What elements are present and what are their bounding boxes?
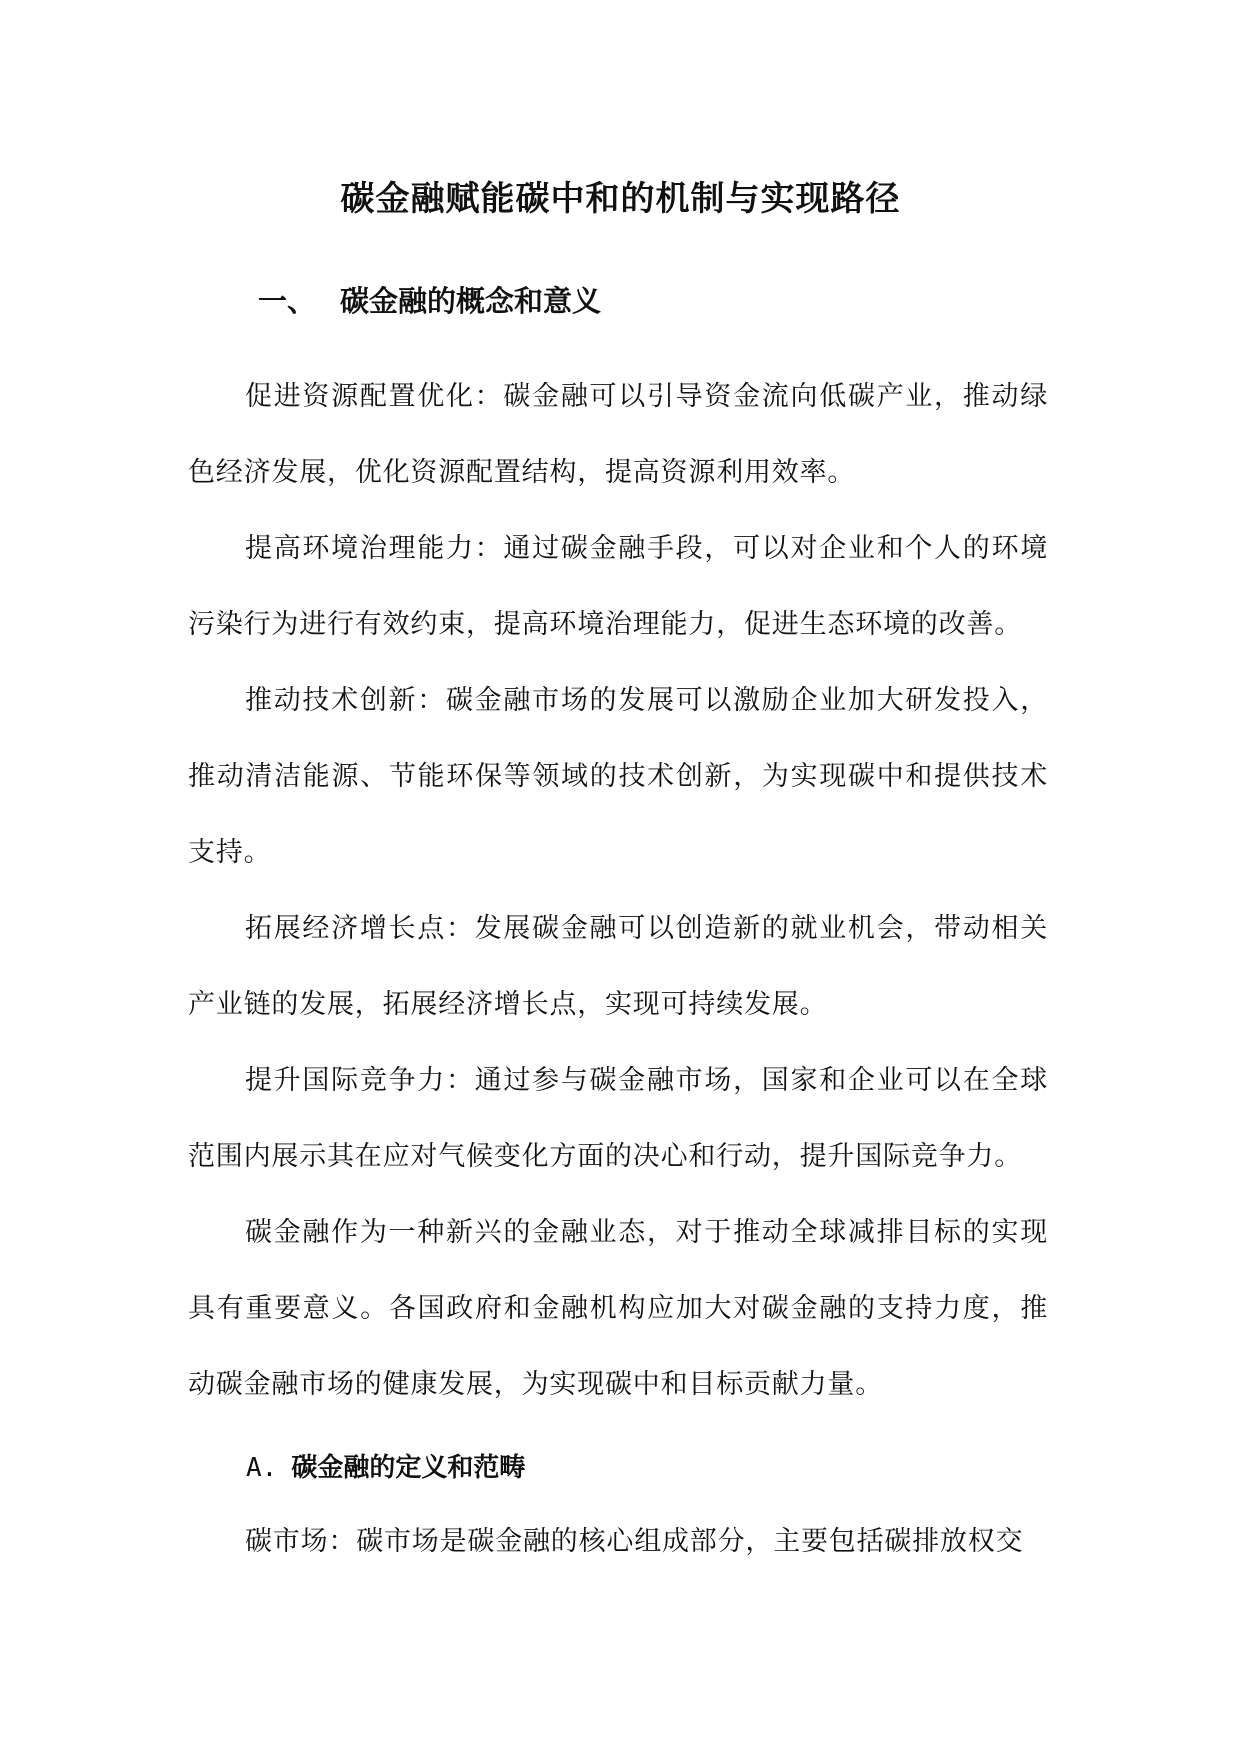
section-heading	[258, 281, 601, 321]
paragraph: 碳金融作为一种新兴的金融业态，对于推动全球减排目标的实现具有重要意义。各国政府和金融机构应加大对碳金融的支持力度，推动碳金融市场的健康发展，为实现碳中和目标贡献力量。	[188, 1217, 1048, 1400]
subsection-letter: A.	[246, 1453, 278, 1483]
paragraph: 碳市场：碳市场是碳金融的核心组成部分，主要包括碳排放权交	[245, 1526, 1024, 1557]
document-title: 碳金融赋能碳中和的机制与实现路径	[340, 178, 901, 219]
subsection-heading	[246, 1448, 525, 1488]
section-body	[188, 359, 1048, 1423]
paragraph: 提升国际竞争力：通过参与碳金融市场，国家和企业可以在全球范围内展示其在应对气候变化方面的决心和行动，提升国际竞争力。	[188, 1065, 1048, 1172]
section-number: 一、	[258, 284, 317, 318]
paragraph: 促进资源配置优化：碳金融可以引导资金流向低碳产业，推动绿色经济发展，优化资源配置结构，提高资源利用效率。	[188, 381, 1048, 488]
paragraph: 推动技术创新：碳金融市场的发展可以激励企业加大研发投入，推动清洁能源、节能环保等领域的技术创新，为实现碳中和提供技术支持。	[188, 685, 1048, 868]
paragraph: 拓展经济增长点：发展碳金融可以创造新的就业机会，带动相关产业链的发展，拓展经济增长点，实现可持续发展。	[188, 913, 1048, 1020]
paragraph: 提高环境治理能力：通过碳金融手段，可以对企业和个人的环境污染行为进行有效约束，提高环境治理能力，促进生态环境的改善。	[188, 533, 1048, 640]
subsection-body	[188, 1504, 1048, 1580]
subsection-title: 碳金融的定义和范畴	[291, 1453, 526, 1483]
section-title: 碳金融的概念和意义	[340, 284, 602, 318]
